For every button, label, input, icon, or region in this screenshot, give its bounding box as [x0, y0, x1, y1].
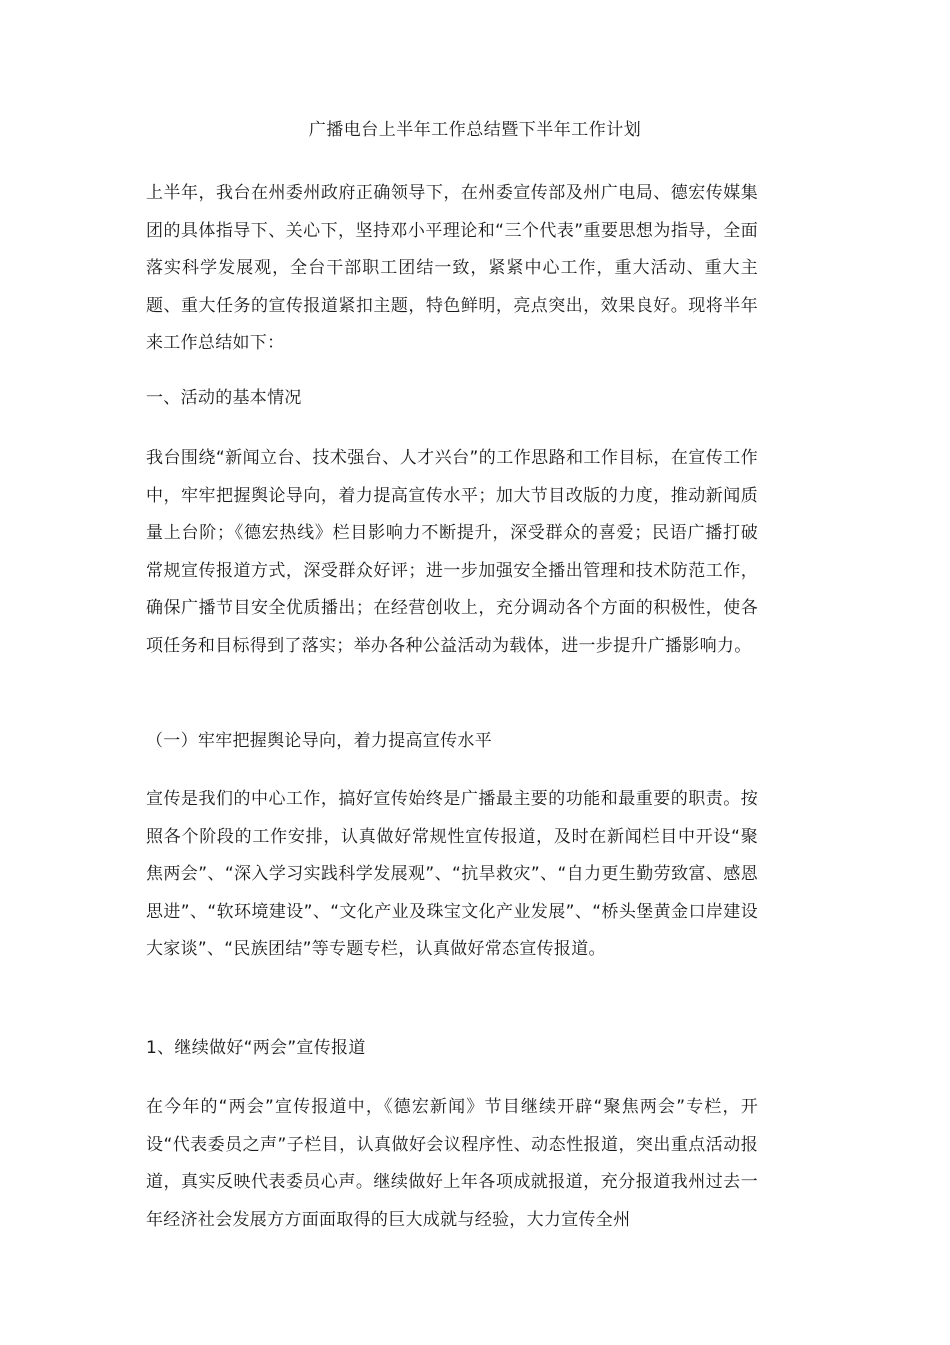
intro-paragraph: 上半年，我台在州委州政府正确领导下，在州委宣传部及州广电局、德宏传媒集团的具体指导下、关心下，坚持邓小平理论和“三个代表”重要思想为指导，全面落实科学发展观，全台干部职工团结一致，紧紧中心工作，重大活动、重大主题、重大任务的宣传报道紧扣主题，特色鲜明，亮点突出，效果良好。现将半年来工作总结如下：: [146, 183, 758, 353]
section-heading: 一、活动的基本情况: [146, 388, 302, 408]
item-paragraph: 在今年的“两会”宣传报道中，《德宏新闻》节目继续开辟“聚焦两会”专栏，开设“代表委员之声”子栏目，认真做好会议程序性、动态性报道，突出重点活动报道，真实反映代表委员心声。继续做好上年各项成就报道，充分报道我州过去一年经济社会发展方方面面取得的巨大成就与经验，大力宣传全州: [146, 1097, 758, 1230]
item-heading: 1、继续做好“两会”宣传报道: [146, 1038, 366, 1058]
section-paragraph: 我台围绕“新闻立台、技术强台、人才兴台”的工作思路和工作目标，在宣传工作中，牢牢把握舆论导向，着力提高宣传水平；加大节目改版的力度，推动新闻质量上台阶；《德宏热线》栏目影响力不断提升，深受群众的喜爱；民语广播打破常规宣传报道方式，深受群众好评；进一步加强安全播出管理和技术防范工作，确保广播节目安全优质播出；在经营创收上，充分调动各个方面的积极性，使各项任务和目标得到了落实；举办各种公益活动为载体，进一步提升广播影响力。: [146, 448, 758, 656]
document-title: 广播电台上半年工作总结暨下半年工作计划: [308, 120, 642, 140]
subsection-heading: （一）牢牢把握舆论导向，着力提高宣传水平: [146, 731, 492, 751]
subsection-paragraph: 宣传是我们的中心工作，搞好宣传始终是广播最主要的功能和最重要的职责。按照各个阶段的工作安排，认真做好常规性宣传报道，及时在新闻栏目中开设“聚焦两会”、“深入学习实践科学发展观”、“抗旱救灾”、“自力更生勤劳致富、感恩思进”、“软环境建设”、“文化产业及珠宝文化产业发展”、“桥头堡黄金口岸建设大家谈”、“民族团结”等专题专栏，认真做好常态宣传报道。: [146, 789, 758, 959]
